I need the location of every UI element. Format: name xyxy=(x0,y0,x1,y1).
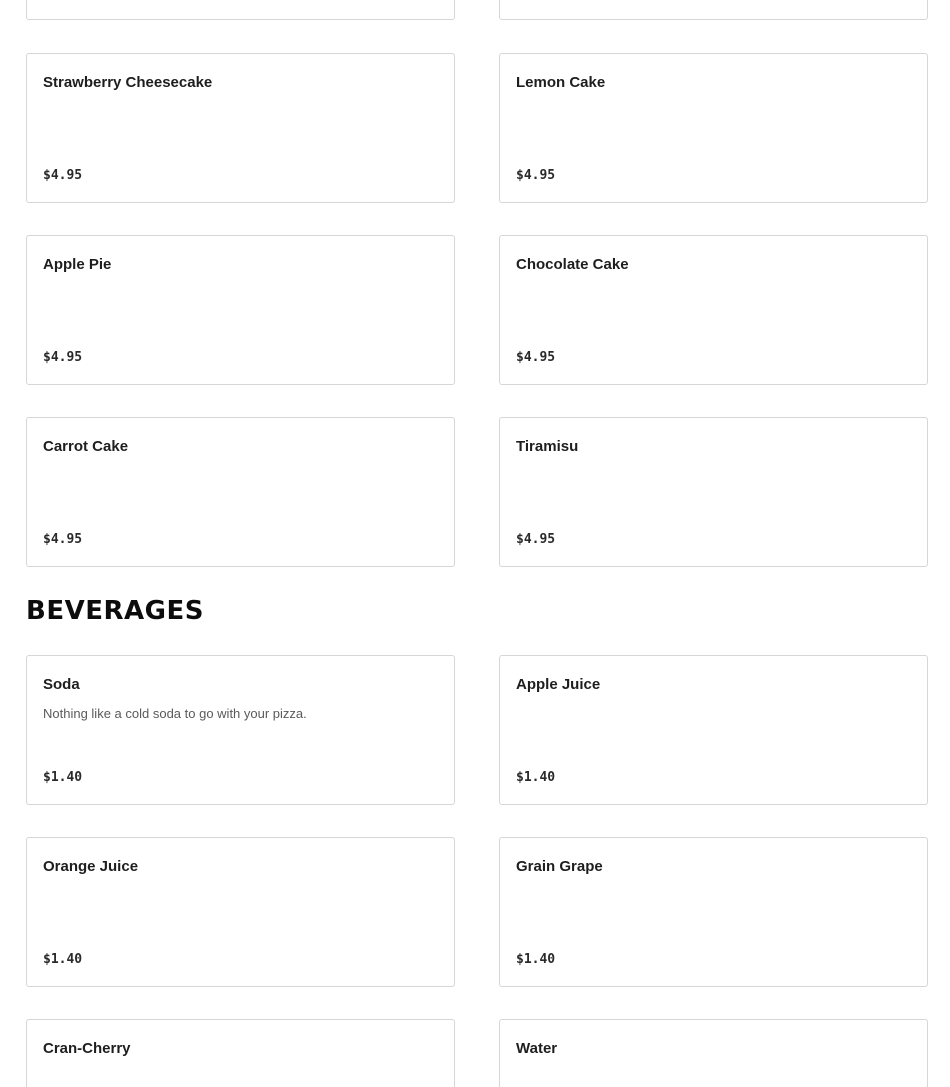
menu-item-price: $4.95 xyxy=(43,350,83,365)
menu-item-card[interactable] xyxy=(26,655,455,805)
menu-item-price: $1.40 xyxy=(516,770,556,785)
menu-item-price: $4.95 xyxy=(516,532,556,547)
menu-item-card-partial[interactable] xyxy=(26,0,455,20)
menu-item-description: Nothing like a cold soda to go with your pizza. xyxy=(43,706,307,721)
menu-item-name: Cran-Cherry xyxy=(43,1040,131,1057)
menu-item-name: Apple Pie xyxy=(43,256,112,273)
menu-item-card[interactable] xyxy=(26,53,455,203)
menu-item-name: Carrot Cake xyxy=(43,438,129,455)
menu-item-price: $1.40 xyxy=(43,952,83,967)
menu-item-card[interactable] xyxy=(26,1019,455,1087)
menu-item-price: $1.40 xyxy=(43,770,83,785)
menu-item-price: $4.95 xyxy=(516,350,556,365)
menu-item-card[interactable] xyxy=(26,235,455,385)
menu-item-price: $4.95 xyxy=(516,168,556,183)
menu-item-name: Orange Juice xyxy=(43,858,139,875)
menu-item-card[interactable] xyxy=(26,417,455,567)
menu-item-card[interactable] xyxy=(499,1019,928,1087)
menu-item-price: $4.95 xyxy=(43,168,83,183)
menu-item-name: Soda xyxy=(43,676,80,693)
menu-item-name: Apple Juice xyxy=(516,676,601,693)
menu-item-price: $4.95 xyxy=(43,532,83,547)
menu-item-name: Lemon Cake xyxy=(516,74,606,91)
menu-item-name: Tiramisu xyxy=(516,438,579,455)
menu-item-card[interactable] xyxy=(499,655,928,805)
menu-item-name: Strawberry Cheesecake xyxy=(43,74,213,91)
menu-item-card[interactable] xyxy=(499,235,928,385)
menu-item-price: $1.40 xyxy=(516,952,556,967)
menu-item-card[interactable] xyxy=(499,417,928,567)
menu-item-name: Grain Grape xyxy=(516,858,603,875)
menu-item-card[interactable] xyxy=(26,837,455,987)
menu-item-name: Water xyxy=(516,1040,558,1057)
menu-item-card[interactable] xyxy=(499,53,928,203)
menu-item-name: Chocolate Cake xyxy=(516,256,629,273)
menu-item-card[interactable] xyxy=(499,837,928,987)
menu-item-card-partial[interactable] xyxy=(499,0,928,20)
section-heading-beverages: BEVERAGES xyxy=(26,596,204,626)
